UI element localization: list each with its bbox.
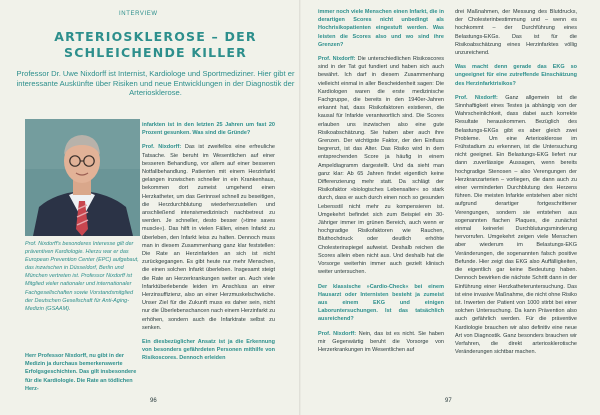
answer-2: [318, 55, 444, 276]
answer-text: Das ist zweifellos eine erfreuliche Tatsache. Sie beruht im Wesentlichen auf einer besseren Behandlung, vor allem auf einer besseren Notfallbehandlung. Patienten mit einem Herzinfarkt gelangen inzwischen schneller in ein Krankenhaus, bekommen dort zumeist umgehend einen Herzkatheter, um das Gerinnsel schnell zu beseitigen, die Herzdurchblutung wiederherzustellen und anschließend intensivmedizinisch nachbetreut zu werden. Je schneller, desto besser (»time saves muscle«). Das hilft in vielen Fällen, einen Infarkt zu überleben, den Infarkt leiss zu halten. Dennoch muss man in diesem Zusammenhang ganz klar feststellen: Die Rate an Herzinfarkten an sich ist nicht zurückgegangen. Es gibt heute nur mehr Menschen, die einen solchen Infarkt überleben. Insgesamt steigt die Rate an Herzerkrankungen weiter an. Auch viele Infarktüberlebende leiden im Anschluss an einer Herzinsuffizienz, also an einer Herzmuskelschwäche. Unser Ziel für die Zukunft muss es daher sein, nicht nur die Überlebenschancen nach einem Herzinfarkt zu erhöhen, sondern auch die Infarktrate selbst zu senken.: [142, 144, 275, 331]
column-2: [318, 8, 444, 360]
photo-caption: Prof. Nixdorff's besonderes Interesse gilt der präventiven Kardiologie. Hierzu war er das European Prevention Center (EPC) aufgebaut, das inzwischen in Düsseldorf, Berlin und München vertreten ist. Professor Nixdorff ist Mitglied vieler nationaler und internationaler Fachgesellschaften sowie Vorstandsmitglied der Deutschen Gesellschaft für Anti-Aging-Medizin (GSAAM).: [25, 241, 139, 312]
question-3: Der klassische »Cardio-Check« bei einem Hausarzt oder Internisten besteht ja zumeist aus einem EKG und einigen Laboruntersuchungen. Ist das tatsächlich ausreichend?: [318, 283, 444, 323]
article-intro: Professor Dr. Uwe Nixdorff ist Internist, Kardiologe und Sportmediziner. Hier gibt er interessante Auskünfte über Risiken und neue Entwicklungen in der Diagnostik der Arteriosklerose.: [16, 69, 295, 98]
answer-label: Prof. Nixdorff:: [318, 56, 356, 63]
portrait-photo: [25, 119, 140, 236]
page-gutter: [299, 0, 301, 415]
section-label: INTERVIEW: [119, 11, 158, 17]
answer-label: Prof. Nixdorff:: [318, 330, 357, 337]
lead-question: Herr Professor Nixdorff, nu gibt in der Medizin ja durchaus bemerkenswerte Erfolgsgeschichten. Das gilt insbesondere für die Kardiologie. Die Rate an tödlichen Herz-: [25, 353, 137, 392]
answer-text: Die unterschiedlichen Risikoscores sind in der Tat gut fundiert und haben sich auch bewährt. Ich darf in diesem Zusammenhang vielleicht einmal in aller Bescheidenheit sagen: Die Kardiologen waren die erste medizinische Fachgruppe, die bereits in den 1940er-Jahren erkannt hat, dass Risikofaktoren existieren, die kausal für Infarkte verantwortlich sind. Die Scores erlauben uns inzwischen also eine gute Risikoabschätzung. Sie haben aber auch ihre Grenzen. Der wichtigste Faktor, der den Einfluss begrenzt, ist das Alter. Das Risiko wird in dem entsprechenden Score ja häufig in einem Ampeldiagramm dargestellt. Und da sieht man ganz klar: Ab 65 Jahren findet eigentlich keine Differenzierung mehr statt. Da schlägt der Risikofaktor »biologisches Lebensalter« so stark durch, dass er auch durch einen noch so gesunden Lebensstil nicht mehr zu kompensieren ist. Umgekehrt befindet sich zum Beispiel ein 30-Jähriger immer im grünen Bereich, auch wenn er hochgradige Risikofaktoren wie Rauchen, Bluthochdruck oder deutlich erhöhte Cholesterinspiegel aufweist. Deshalb reichen die Scores allein eben nicht aus. Und deshalb hat die Vorsorge weiterhin immer auch gezielt klinisch weiter untersuchen.: [318, 56, 444, 276]
column-3: [455, 8, 577, 362]
answer-3-continued: drei Maßnahmen, der Messung des Blutdrucks, der Cholesterinbestimmung und – wenn es hochkommt – der Durchführung eines Belastungs-EKGs. Das ist für die Risikoabschätzung eines Herzinfarktes völlig unzureichend.: [455, 9, 577, 57]
answer-label: Prof. Nixdorff:: [142, 144, 182, 151]
question-1: infarkten ist in den letzten 25 Jahren um fast 20 Prozent gesunken. Was sind die Gründe?: [142, 122, 275, 137]
article-title: [14, 29, 297, 61]
answer-text: Ganz allgemein ist die Sinnhaftigkeit eines Testes ja abhängig von der Wahrscheinlichkeit, dass dabei auch korrekte Resultate herauskommen. Bezüglich des Belastungs-EKGs gibt es aber gleich zwei Probleme. Um eine Arteriosklerose im Frühstadium zu erkennen, ist die Untersuchung nicht geeignet. Ein Belastungs-EKG liefert nur dann zuverlässige Aussagen, wenn bereits hochgradige Stenosen – also Verengungen der Herzkranzarterien – vorliegen, die dann auch zu einer verminderten Durchblutung des Herzens führen. Die meisten Infarkte entstehen aber nicht aufgrund derartiger fortgeschrittener Verengungen, sondern sie entstehen aus sogenannten flachen Plaques, die zunächst einmal keinerlei Durchblutungsminderung hervorrufen. Umgekehrt zeigen viele Menschen aber wiederum im Belastungs-EKG Veränderungen, die sogenannten falsch positive Befunde. Hier zeigt das EKG also Auffälligkeiten, die eigentlich gar keine Bedeutung haben. Dennoch bewirken die nächste Schritt dann in der Einführung einer Herzkatheteruntersuchung. Das ist eine invasive Maßnahme, die nicht ohne Risiko ist. Inwerten der Patient von 1000 stirbt bei einer solchen Untersuchung. Da kann Prävention also auch gefährlich werden. Für die präventive Kardiologie brauchen wir also definitiv eine neue Art von Diagnostik. Ganz besonders brauchen wir Verfahren, die direkt arteriosklerotische Veränderungen sichtbar machen.: [455, 94, 577, 356]
page-number-right: 97: [445, 398, 452, 404]
question-2: Ein diesbezüglicher Ansatz ist ja die Erkennung von besonders gefährdeten Personen mithilfe von Risikoscores. Dennoch erleiden: [142, 339, 275, 362]
question-2-continued: immer noch viele Menschen einen Infarkt, die in derartigen Scores nicht unbedingt als Hochrisikopatienten eingestuft werden. Was leisten die Scores also und wo sind ihre Grenzen?: [318, 9, 444, 48]
page-number-left: 96: [150, 398, 157, 404]
column-1: [142, 121, 275, 369]
answer-1: [142, 143, 275, 332]
answer-text: Nein, das ist es nicht. Sie haben mir Gegenwärtig beruht die Vorsorge von Herzerkrankungen im Wesentlichen auf: [318, 330, 445, 353]
portrait-illustration: [25, 119, 140, 236]
question-4: Was macht denn gerade das EKG so ungeeignet für eine zutreffende Einschätzung des Herzinfarktrisikos?: [455, 64, 577, 87]
answer-label: Prof. Nixdorff:: [455, 94, 498, 101]
title-line-1: ARTERIOSKLEROSE – DER: [54, 29, 257, 44]
answer-3: [318, 330, 444, 355]
title-line-2: SCHLEICHENDE KILLER: [64, 45, 247, 60]
answer-4: [455, 94, 577, 357]
